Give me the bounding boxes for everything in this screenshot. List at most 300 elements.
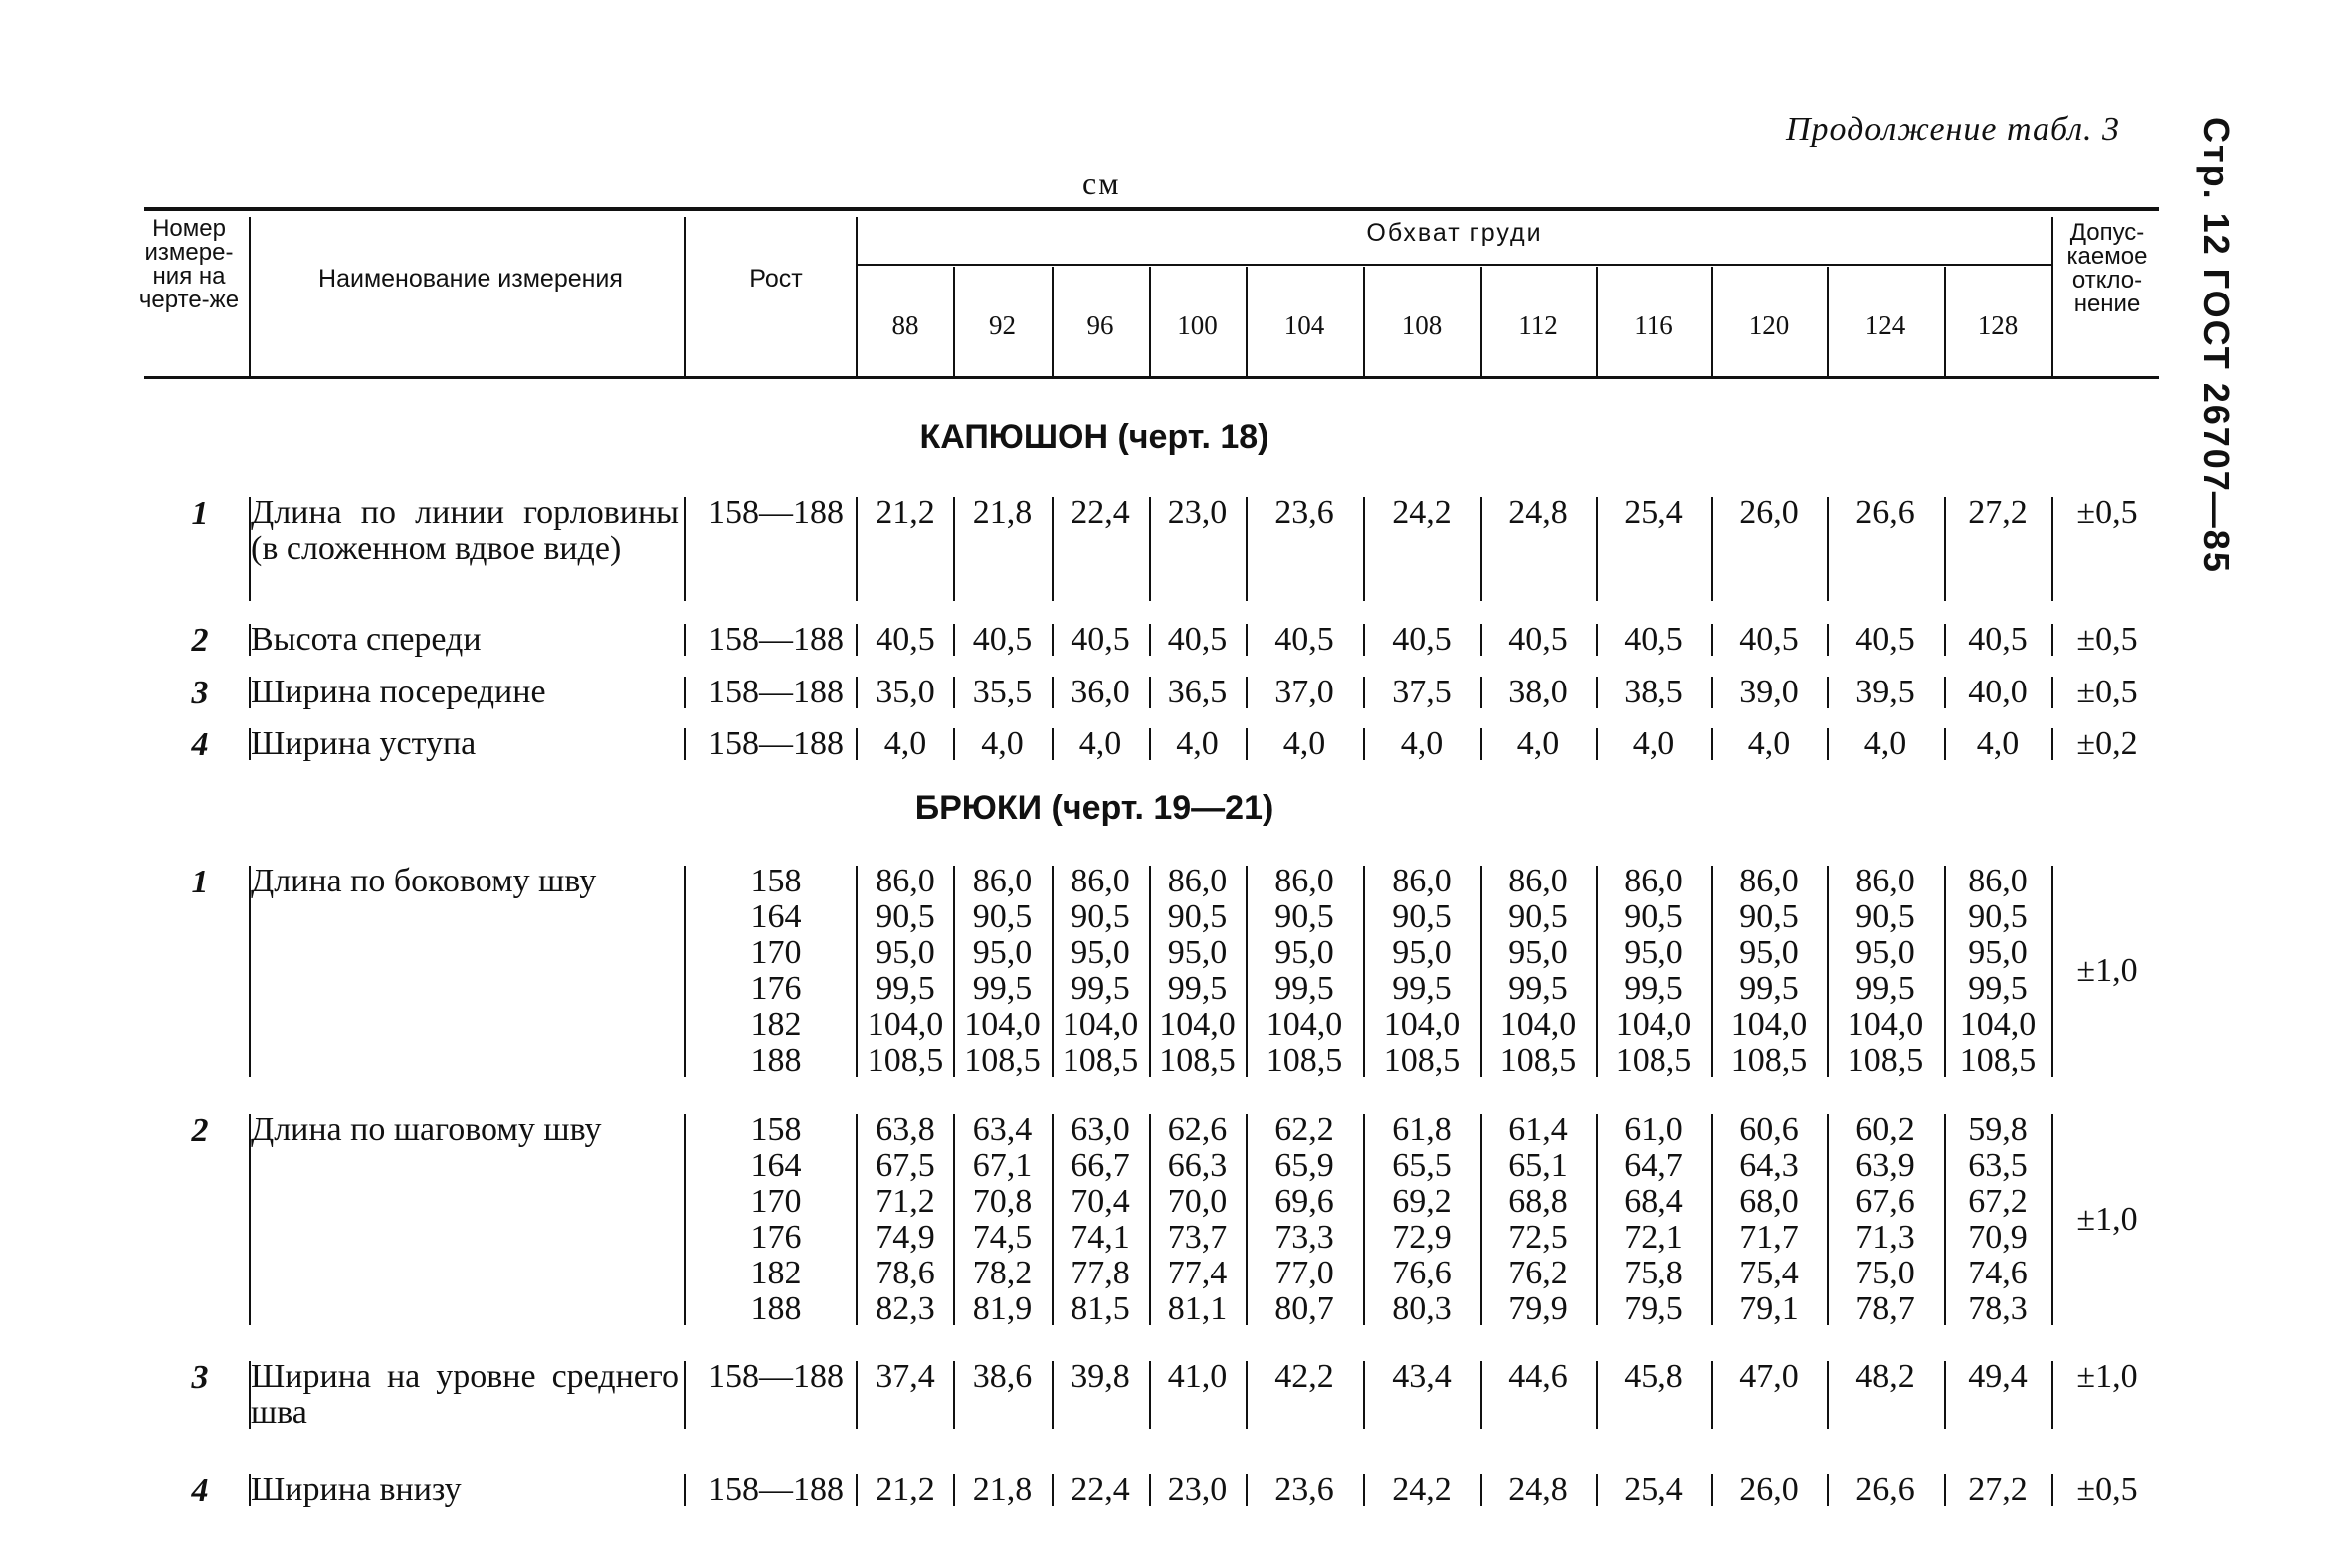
tolerance-value: ±1,0 [2076,1358,2138,1395]
header-size-88: 88 [891,310,919,340]
row-column-rule [1944,1474,1946,1506]
value-cell: 86,0 [1968,863,2028,899]
rost-value: 176 [750,1219,802,1256]
value-cell: 4,0 [1176,725,1219,762]
value-cell: 74,5 [972,1219,1033,1256]
value-cell: 90,5 [1624,898,1683,935]
value-cell: 73,7 [1167,1219,1228,1256]
row-column-rule [1827,1361,1829,1429]
value-cell: 99,5 [1167,970,1228,1007]
tolerance-value: ±0,2 [2076,725,2138,762]
row-column-rule [1149,624,1151,656]
value-cell: 67,5 [876,1147,935,1184]
value-cell: 61,0 [1624,1111,1683,1148]
value-cell: 79,9 [1508,1290,1568,1327]
row-tolerance-rule [2051,677,2053,708]
row-column-rule [856,1361,858,1429]
value-cell: 95,0 [1624,934,1683,971]
value-cell: 37,5 [1392,674,1452,710]
value-cell: 108,5 [1847,1042,1924,1078]
measurement-name: Длина по боковому шву [251,863,597,899]
rost-value: 188 [750,1290,802,1327]
value-cell: 78,7 [1855,1290,1915,1327]
value-cell: 108,5 [1730,1042,1808,1078]
row-column-rule [1363,866,1365,1077]
value-cell: 4,0 [883,725,927,762]
value-cell: 22,4 [1071,1471,1130,1508]
measurement-name: Ширина посередине [251,674,546,710]
value-cell: 77,0 [1274,1255,1334,1291]
value-cell: 68,4 [1624,1183,1683,1220]
value-cell: 24,8 [1508,1471,1568,1508]
row-column-rule [953,677,955,708]
row-column-rule [249,624,251,656]
row-column-rule [1596,1114,1598,1325]
value-cell: 38,0 [1508,674,1568,710]
row-column-rule [1149,497,1151,601]
row-column-rule [856,497,858,601]
row-column-rule [684,1114,686,1325]
value-cell: 24,2 [1392,1471,1452,1508]
value-cell: 76,2 [1508,1255,1568,1291]
row-column-rule [856,677,858,708]
row-number: 2 [191,622,209,659]
header-tolerance: Допус-каемое откло-нение [2066,219,2148,317]
row-column-rule [1711,866,1713,1077]
value-cell: 65,9 [1274,1147,1334,1184]
row-column-rule [1363,624,1365,656]
value-cell: 104,0 [867,1006,944,1043]
row-column-rule [1596,866,1598,1077]
measurement-name: Ширина на уровне среднего шва [251,1358,679,1431]
value-cell: 104,0 [1847,1006,1924,1043]
value-cell: 108,5 [1159,1042,1236,1078]
row-column-rule [856,1114,858,1325]
measurement-name: Высота спереди [251,621,482,658]
row-column-rule [856,866,858,1077]
row-column-rule [684,866,686,1077]
row-column-rule [1246,624,1248,656]
value-cell: 78,3 [1968,1290,2028,1327]
row-column-rule [1480,677,1482,708]
value-cell: 21,2 [876,1471,935,1508]
value-cell: 104,0 [1499,1006,1577,1043]
value-cell: 37,0 [1274,674,1334,710]
value-cell: 39,5 [1855,674,1915,710]
value-cell: 86,0 [972,863,1033,899]
row-column-rule [1480,1114,1482,1325]
row-column-rule [1363,1474,1365,1506]
value-cell: 86,0 [876,863,935,899]
row-column-rule [1363,677,1365,708]
value-cell: 99,5 [1968,970,2028,1007]
rost-value: 158 [750,863,802,899]
row-column-rule [1052,497,1054,601]
value-cell: 78,2 [972,1255,1033,1291]
header-size-120: 120 [1748,310,1790,340]
row-column-rule [684,497,686,601]
row-number: 2 [191,1112,209,1149]
value-cell: 81,1 [1167,1290,1228,1327]
row-column-rule [1052,1474,1054,1506]
value-cell: 73,3 [1274,1219,1334,1256]
rost-value: 158—188 [708,1358,844,1395]
row-column-rule [1052,677,1054,708]
row-column-rule [1246,1474,1248,1506]
row-column-rule [1711,624,1713,656]
value-cell: 95,0 [1274,934,1334,971]
value-cell: 86,0 [1071,863,1130,899]
value-cell: 104,0 [1615,1006,1692,1043]
row-column-rule [684,677,686,708]
value-cell: 99,5 [1624,970,1683,1007]
value-cell: 64,7 [1624,1147,1683,1184]
row-column-rule [953,1474,955,1506]
value-cell: 74,9 [876,1219,935,1256]
value-cell: 80,7 [1274,1290,1334,1327]
header-name: Наименование измерения [318,265,623,293]
value-cell: 95,0 [1392,934,1452,971]
row-column-rule [249,866,251,1077]
value-cell: 108,5 [964,1042,1041,1078]
value-cell: 86,0 [1274,863,1334,899]
tolerance-value: ±0,5 [2076,621,2138,658]
value-cell: 60,2 [1855,1111,1915,1148]
row-column-rule [1363,497,1365,601]
value-cell: 70,8 [972,1183,1033,1220]
row-column-rule [249,497,251,601]
rost-value: 170 [750,1183,802,1220]
value-cell: 95,0 [1855,934,1915,971]
row-column-rule [1480,624,1482,656]
row-column-rule [684,1361,686,1429]
value-cell: 68,0 [1739,1183,1799,1220]
value-cell: 90,5 [1739,898,1799,935]
row-column-rule [1149,728,1151,760]
row-column-rule [1363,1114,1365,1325]
value-cell: 108,5 [1383,1042,1461,1078]
value-cell: 99,5 [1071,970,1130,1007]
value-cell: 4,0 [1516,725,1560,762]
row-column-rule [1596,677,1598,708]
row-column-rule [953,1361,955,1429]
header-size-112: 112 [1518,310,1558,340]
value-cell: 77,8 [1071,1255,1130,1291]
value-cell: 86,0 [1855,863,1915,899]
value-cell: 27,2 [1968,494,2028,531]
value-cell: 99,5 [1274,970,1334,1007]
value-cell: 81,9 [972,1290,1033,1327]
header-bottom-rule [144,376,2159,379]
value-cell: 90,5 [1167,898,1228,935]
value-cell: 104,0 [1266,1006,1343,1043]
value-cell: 104,0 [1959,1006,2037,1043]
row-column-rule [1363,1361,1365,1429]
row-tolerance-rule [2051,728,2053,760]
value-cell: 67,2 [1968,1183,2028,1220]
rost-value: 158—188 [708,621,844,658]
row-column-rule [1944,866,1946,1077]
value-cell: 70,0 [1167,1183,1228,1220]
value-cell: 49,4 [1968,1358,2028,1395]
row-column-rule [1711,728,1713,760]
row-column-rule [856,728,858,760]
row-column-rule [1944,497,1946,601]
row-column-rule [249,1361,251,1429]
row-tolerance-rule [2051,1361,2053,1429]
continuation-label: Продолжение табл. 3 [1786,111,2121,148]
value-cell: 72,1 [1624,1219,1683,1256]
value-cell: 99,5 [1739,970,1799,1007]
row-number: 3 [191,675,209,711]
value-cell: 86,0 [1739,863,1799,899]
rost-value: 188 [750,1042,802,1078]
value-cell: 47,0 [1739,1358,1799,1395]
row-column-rule [1711,1114,1713,1325]
row-column-rule [684,1474,686,1506]
value-cell: 65,5 [1392,1147,1452,1184]
section-title: КАПЮШОН (черт. 18) [919,418,1269,456]
row-column-rule [1246,728,1248,760]
row-column-rule [1944,1361,1946,1429]
header-size-108: 108 [1401,310,1443,340]
value-cell: 26,0 [1739,1471,1799,1508]
value-cell: 99,5 [972,970,1033,1007]
row-column-rule [1246,497,1248,601]
rost-value: 158—188 [708,674,844,710]
measurement-name: Ширина внизу [251,1471,462,1508]
value-cell: 66,3 [1167,1147,1228,1184]
value-cell: 69,6 [1274,1183,1334,1220]
value-cell: 108,5 [1615,1042,1692,1078]
value-cell: 40,5 [1274,621,1334,658]
side-header-text: Стр. 12 ГОСТ 26707—85 [2196,117,2237,574]
value-cell: 74,1 [1071,1219,1130,1256]
row-column-rule [1711,497,1713,601]
row-column-rule [1711,677,1713,708]
row-column-rule [1944,1114,1946,1325]
value-cell: 104,0 [1159,1006,1236,1043]
value-cell: 4,0 [1400,725,1444,762]
value-cell: 36,0 [1071,674,1130,710]
row-column-rule [953,1114,955,1325]
value-cell: 38,6 [972,1358,1033,1395]
rost-value: 158—188 [708,725,844,762]
row-column-rule [1149,1361,1151,1429]
value-cell: 60,6 [1739,1111,1799,1148]
value-cell: 66,7 [1071,1147,1130,1184]
value-cell: 25,4 [1624,1471,1683,1508]
row-column-rule [1711,1474,1713,1506]
value-cell: 23,6 [1274,494,1334,531]
row-tolerance-rule [2051,1474,2053,1506]
header-size-100: 100 [1177,310,1218,340]
value-cell: 90,5 [1855,898,1915,935]
value-cell: 72,9 [1392,1219,1452,1256]
rost-value: 158—188 [708,494,844,531]
row-column-rule [1480,1361,1482,1429]
header-column-rule [684,217,686,376]
value-cell: 95,0 [1739,934,1799,971]
value-cell: 104,0 [964,1006,1041,1043]
value-cell: 108,5 [867,1042,944,1078]
row-column-rule [1827,728,1829,760]
row-column-rule [249,728,251,760]
value-cell: 4,0 [1863,725,1907,762]
row-column-rule [249,1114,251,1325]
rost-value: 158 [750,1111,802,1148]
rost-value: 176 [750,970,802,1007]
row-column-rule [1246,677,1248,708]
value-cell: 99,5 [1392,970,1452,1007]
value-cell: 86,0 [1392,863,1452,899]
row-column-rule [1944,624,1946,656]
value-cell: 43,4 [1392,1358,1452,1395]
value-cell: 99,5 [876,970,935,1007]
value-cell: 40,5 [1968,621,2028,658]
value-cell: 40,5 [1167,621,1228,658]
value-cell: 35,0 [876,674,935,710]
row-column-rule [1052,866,1054,1077]
value-cell: 95,0 [1167,934,1228,971]
value-cell: 23,0 [1167,494,1228,531]
row-number: 1 [191,864,209,900]
rost-value: 182 [750,1255,802,1291]
value-cell: 65,1 [1508,1147,1568,1184]
value-cell: 75,8 [1624,1255,1683,1291]
row-column-rule [953,624,955,656]
value-cell: 95,0 [1508,934,1568,971]
value-cell: 86,0 [1624,863,1683,899]
value-cell: 90,5 [1274,898,1334,935]
header-rost: Рост [749,265,803,293]
header-size-128: 128 [1977,310,2019,340]
row-column-rule [684,728,686,760]
value-cell: 4,0 [1632,725,1675,762]
value-cell: 4,0 [1078,725,1122,762]
value-cell: 23,0 [1167,1471,1228,1508]
header-size-116: 116 [1634,310,1673,340]
rost-value: 182 [750,1006,802,1043]
value-cell: 108,5 [1062,1042,1139,1078]
row-column-rule [249,1474,251,1506]
value-cell: 86,0 [1508,863,1568,899]
value-cell: 22,4 [1071,494,1130,531]
row-column-rule [1596,728,1598,760]
unit-label: см [1082,165,1121,201]
value-cell: 4,0 [1747,725,1791,762]
rost-value: 170 [750,934,802,971]
value-cell: 71,3 [1855,1219,1915,1256]
value-cell: 24,8 [1508,494,1568,531]
header-size-104: 104 [1283,310,1325,340]
rost-value: 164 [750,898,802,935]
value-cell: 67,6 [1855,1183,1915,1220]
row-column-rule [1149,1114,1151,1325]
row-column-rule [1480,866,1482,1077]
rost-value: 158—188 [708,1471,844,1508]
value-cell: 99,5 [1855,970,1915,1007]
value-cell: 40,5 [1071,621,1130,658]
row-column-rule [1944,677,1946,708]
value-cell: 40,5 [1392,621,1452,658]
header-size-124: 124 [1864,310,1906,340]
value-cell: 68,8 [1508,1183,1568,1220]
row-column-rule [1596,497,1598,601]
value-cell: 63,5 [1968,1147,2028,1184]
value-cell: 95,0 [1071,934,1130,971]
value-cell: 26,0 [1739,494,1799,531]
value-cell: 21,2 [876,494,935,531]
header-size-92: 92 [989,310,1016,340]
value-cell: 42,2 [1274,1358,1334,1395]
rost-value: 164 [750,1147,802,1184]
row-column-rule [1052,1114,1054,1325]
value-cell: 41,0 [1167,1358,1228,1395]
row-column-rule [1052,728,1054,760]
row-column-rule [1827,624,1829,656]
row-column-rule [1827,1114,1829,1325]
value-cell: 4,0 [981,725,1024,762]
value-cell: 39,0 [1739,674,1799,710]
row-column-rule [1827,497,1829,601]
row-column-rule [1827,1474,1829,1506]
value-cell: 71,7 [1739,1219,1799,1256]
value-cell: 67,1 [972,1147,1033,1184]
tolerance-value: ±1,0 [2076,1201,2138,1238]
row-column-rule [1480,728,1482,760]
row-column-rule [1711,1361,1713,1429]
value-cell: 95,0 [972,934,1033,971]
value-cell: 104,0 [1383,1006,1461,1043]
value-cell: 108,5 [1959,1042,2037,1078]
value-cell: 40,0 [1968,674,2028,710]
value-cell: 61,8 [1392,1111,1452,1148]
chest-group-rule [858,264,2051,266]
value-cell: 70,4 [1071,1183,1130,1220]
value-cell: 90,5 [1392,898,1452,935]
value-cell: 62,2 [1274,1111,1334,1148]
measurement-name: Ширина уступа [251,725,477,762]
row-number: 4 [191,726,209,763]
tolerance-value: ±0,5 [2076,1471,2138,1508]
value-cell: 82,3 [876,1290,935,1327]
row-column-rule [1246,866,1248,1077]
row-column-rule [249,677,251,708]
row-column-rule [1246,1114,1248,1325]
value-cell: 90,5 [972,898,1033,935]
row-column-rule [1596,624,1598,656]
row-column-rule [1596,1474,1598,1506]
row-column-rule [856,1474,858,1506]
value-cell: 35,5 [972,674,1033,710]
value-cell: 62,6 [1167,1111,1228,1148]
value-cell: 90,5 [1071,898,1130,935]
value-cell: 61,4 [1508,1111,1568,1148]
value-cell: 108,5 [1499,1042,1577,1078]
row-column-rule [1480,1474,1482,1506]
value-cell: 75,0 [1855,1255,1915,1291]
value-cell: 63,0 [1071,1111,1130,1148]
value-cell: 44,6 [1508,1358,1568,1395]
row-tolerance-rule [2051,1114,2053,1325]
value-cell: 40,5 [876,621,935,658]
row-column-rule [1596,1361,1598,1429]
value-cell: 90,5 [1968,898,2028,935]
value-cell: 79,1 [1739,1290,1799,1327]
row-column-rule [953,728,955,760]
value-cell: 45,8 [1624,1358,1683,1395]
